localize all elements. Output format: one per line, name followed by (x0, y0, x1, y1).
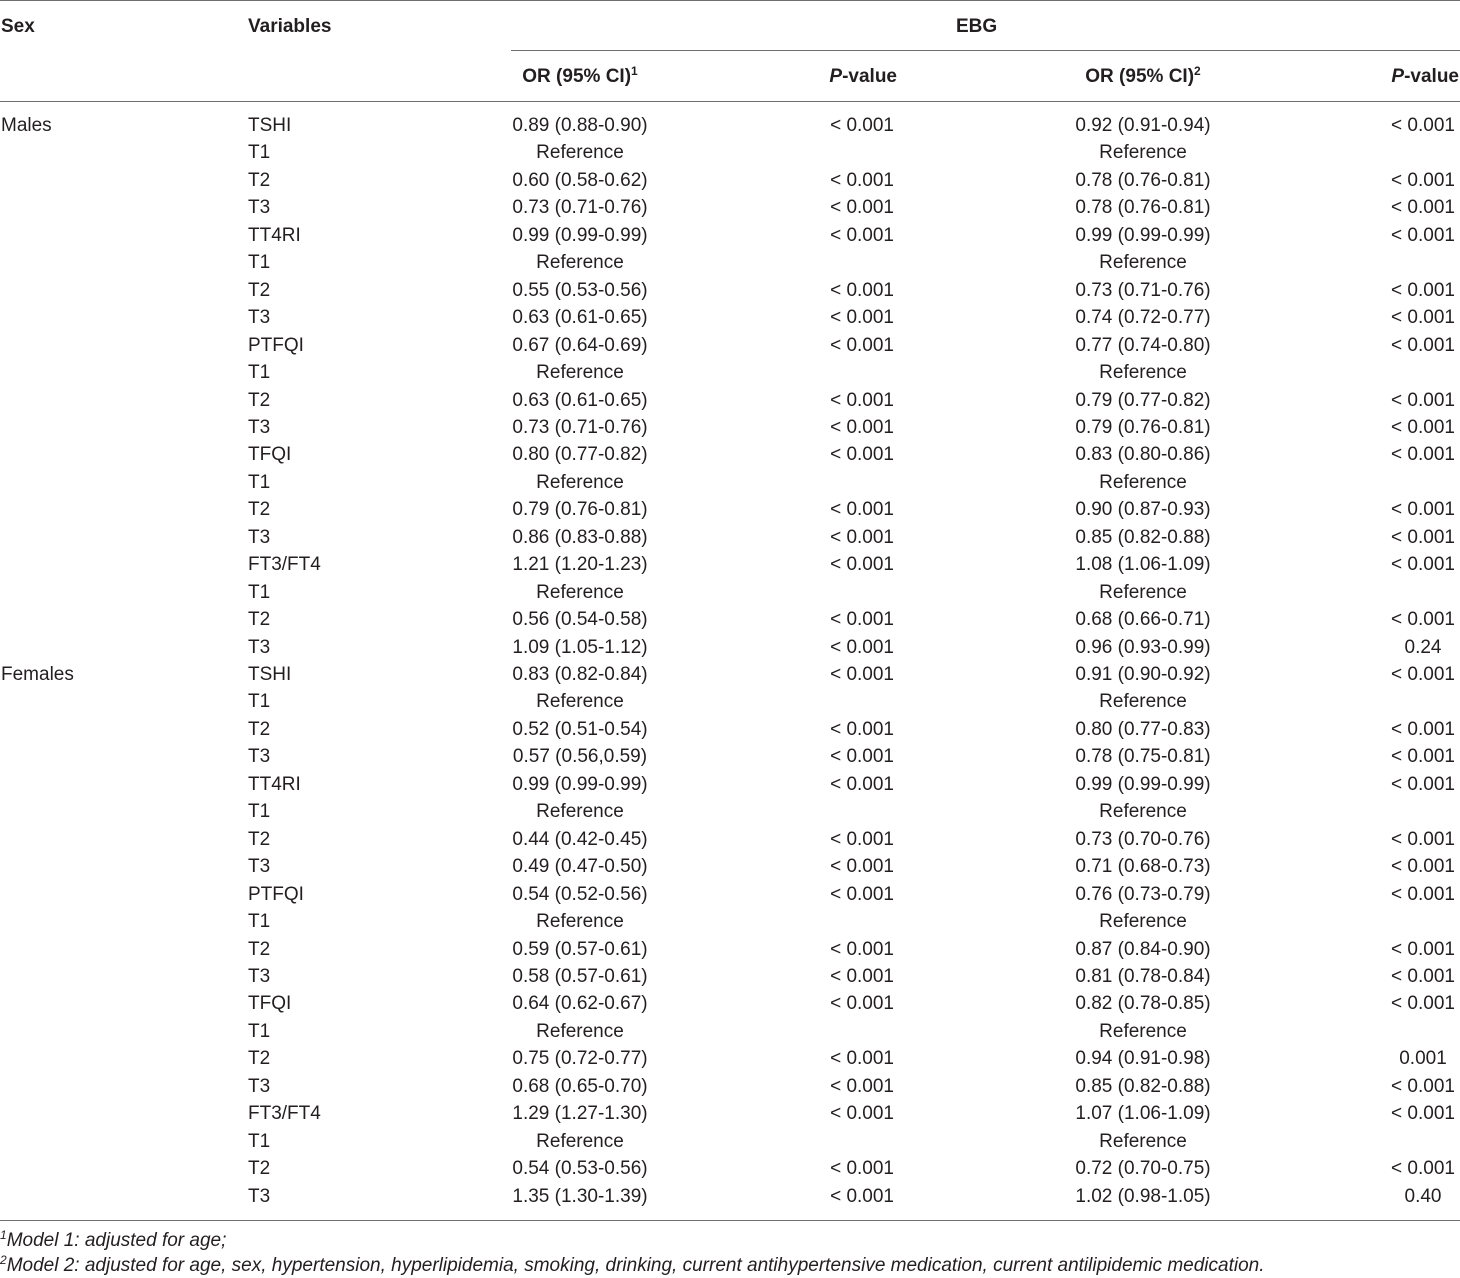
table-row (0, 112, 1460, 140)
table-row (0, 798, 1460, 826)
or-model2-cell: 0.78 (0.76-0.81) (1075, 169, 1211, 191)
or-model1-cell: 0.67 (0.64-0.69) (512, 334, 648, 356)
or-model1-cell: 0.54 (0.52-0.56) (512, 883, 648, 905)
table-row (0, 743, 1460, 771)
variable-cell: PTFQI (248, 883, 304, 905)
variable-cell: T2 (248, 609, 271, 631)
header-p-model1-italic: P (829, 66, 843, 87)
p-model1-cell: < 0.001 (830, 773, 894, 795)
p-model2-cell: < 0.001 (1391, 307, 1455, 329)
header-group-ebg: EBG (956, 16, 998, 37)
table-row (0, 1100, 1460, 1128)
or-model1-cell: 0.79 (0.76-0.81) (512, 499, 648, 521)
p-model1-cell: < 0.001 (830, 115, 894, 136)
or-model1-cell: 0.75 (0.72-0.77) (512, 1048, 648, 1070)
table-row (0, 414, 1460, 442)
p-model2-cell: < 0.001 (1391, 279, 1455, 301)
or-model2-cell: 0.83 (0.80-0.86) (1075, 444, 1211, 466)
variable-cell: PTFQI (248, 334, 304, 356)
table-row (0, 1073, 1460, 1101)
or-model2-cell: 1.07 (1.06-1.09) (1075, 1103, 1211, 1125)
p-model2-cell: < 0.001 (1391, 856, 1455, 878)
or-model2-cell: 0.68 (0.66-0.71) (1075, 609, 1211, 631)
header-p-model1 (829, 66, 897, 88)
or-model2-cell: 0.85 (0.82-0.88) (1075, 1075, 1211, 1097)
p-model1-cell: < 0.001 (830, 526, 894, 548)
or-model1-cell: Reference (536, 142, 624, 164)
table-row (0, 1155, 1460, 1183)
p-model2-cell: < 0.001 (1391, 1075, 1455, 1097)
p-model2-cell: < 0.001 (1391, 526, 1455, 548)
or-model2-cell: 0.79 (0.77-0.82) (1075, 389, 1211, 411)
p-model1-cell: < 0.001 (830, 636, 894, 658)
or-model2-cell: Reference (1099, 471, 1187, 493)
or-model1-cell: 0.68 (0.65-0.70) (512, 1075, 648, 1097)
or-model1-cell: 0.63 (0.61-0.65) (512, 307, 648, 329)
or-model1-cell: 0.52 (0.51-0.54) (512, 718, 648, 740)
variable-cell: T1 (248, 142, 271, 164)
table-row (0, 194, 1460, 222)
p-model1-cell: < 0.001 (830, 1075, 894, 1097)
table-row (0, 222, 1460, 250)
table-row (0, 387, 1460, 415)
p-model2-cell: < 0.001 (1391, 746, 1455, 768)
header-or-model1-sup: 1 (631, 64, 638, 78)
p-model1-cell: < 0.001 (830, 224, 894, 246)
p-model1-cell: < 0.001 (830, 197, 894, 219)
p-model2-cell: < 0.001 (1391, 883, 1455, 905)
variable-cell: T2 (248, 1158, 271, 1180)
p-model1-cell: < 0.001 (830, 444, 894, 466)
table-row (0, 771, 1460, 799)
table-row (0, 1183, 1460, 1211)
sex-cell: Females (1, 664, 74, 685)
or-model1-cell: 0.99 (0.99-0.99) (512, 224, 648, 246)
table-row (0, 688, 1460, 716)
or-model2-cell: Reference (1099, 362, 1187, 384)
or-model2-cell: 0.91 (0.90-0.92) (1075, 664, 1211, 685)
header-p-model2-italic: P (1391, 66, 1405, 87)
or-model1-cell: 0.73 (0.71-0.76) (512, 197, 648, 219)
or-model2-cell: 0.72 (0.70-0.75) (1075, 1158, 1211, 1180)
or-model2-cell: 0.80 (0.77-0.83) (1075, 718, 1211, 740)
footnote-1-text: Model 1: adjusted for age; (6, 1230, 227, 1251)
table-row (0, 963, 1460, 991)
p-model2-cell: < 0.001 (1391, 1103, 1455, 1125)
variable-cell: T3 (248, 1075, 271, 1097)
or-model1-cell: 0.44 (0.42-0.45) (512, 828, 648, 850)
or-model2-cell: 0.81 (0.78-0.84) (1075, 965, 1211, 987)
p-model2-cell: < 0.001 (1391, 444, 1455, 466)
or-model1-cell: Reference (536, 252, 624, 274)
variable-cell: T2 (248, 279, 271, 301)
or-model2-cell: Reference (1099, 801, 1187, 823)
footnote-2-marker: 2 (0, 1253, 7, 1267)
p-model2-cell: < 0.001 (1391, 718, 1455, 740)
or-model2-cell: 0.73 (0.71-0.76) (1075, 279, 1211, 301)
or-model1-cell: 0.99 (0.99-0.99) (512, 773, 648, 795)
variable-cell: TSHI (248, 664, 292, 685)
header-or-model1 (440, 66, 720, 88)
or-model1-cell: 0.60 (0.58-0.62) (512, 169, 648, 191)
or-model2-cell: 0.85 (0.82-0.88) (1075, 526, 1211, 548)
or-model2-cell: 0.99 (0.99-0.99) (1075, 224, 1211, 246)
or-model2-cell: Reference (1099, 1130, 1187, 1152)
header-variables: Variables (248, 16, 332, 37)
table-row (0, 304, 1460, 332)
variable-cell: T2 (248, 169, 271, 191)
table-row (0, 908, 1460, 936)
or-model2-cell: Reference (1099, 581, 1187, 603)
p-model1-cell: < 0.001 (830, 746, 894, 768)
or-model2-cell: 1.02 (0.98-1.05) (1075, 1185, 1211, 1207)
variable-cell: T3 (248, 307, 271, 329)
or-model1-cell: Reference (536, 801, 624, 823)
or-model1-cell: Reference (536, 691, 624, 713)
footnote-2-text: Model 2: adjusted for age, sex, hypertension, hyperlipidemia, smoking, drinking, current antihypertensive medication, current antilipidemic medication. (6, 1255, 1265, 1276)
table-row (0, 1128, 1460, 1156)
or-model1-cell: 0.49 (0.47-0.50) (512, 856, 648, 878)
or-model2-cell: 0.73 (0.70-0.76) (1075, 828, 1211, 850)
or-model2-cell: Reference (1099, 252, 1187, 274)
or-model1-cell: 1.09 (1.05-1.12) (512, 636, 648, 658)
p-model1-cell: < 0.001 (830, 718, 894, 740)
or-model1-cell: 0.86 (0.83-0.88) (512, 526, 648, 548)
or-model2-cell: 0.74 (0.72-0.77) (1075, 307, 1211, 329)
variable-cell: T3 (248, 965, 271, 987)
or-model2-cell: 0.90 (0.87-0.93) (1075, 499, 1211, 521)
or-model1-cell: Reference (536, 581, 624, 603)
table-row (0, 167, 1460, 195)
header-p-model2 (1391, 66, 1459, 88)
p-model2-cell: < 0.001 (1391, 993, 1455, 1015)
variable-cell: T2 (248, 389, 271, 411)
p-model1-cell: < 0.001 (830, 965, 894, 987)
table-row (0, 496, 1460, 524)
table-row (0, 277, 1460, 305)
or-model1-cell: 0.56 (0.54-0.58) (512, 609, 648, 631)
footnote-1 (0, 1229, 226, 1253)
variable-cell: TFQI (248, 993, 292, 1015)
variable-cell: T1 (248, 1020, 271, 1042)
variable-cell: T3 (248, 197, 271, 219)
or-model1-cell: 0.55 (0.53-0.56) (512, 279, 648, 301)
p-model2-cell: < 0.001 (1391, 224, 1455, 246)
table-row (0, 441, 1460, 469)
or-model2-cell: 0.94 (0.91-0.98) (1075, 1048, 1211, 1070)
or-model1-cell: 0.83 (0.82-0.84) (512, 664, 648, 685)
p-model1-cell: < 0.001 (830, 883, 894, 905)
header-or-model2-sup: 2 (1194, 64, 1201, 78)
variable-cell: T3 (248, 416, 271, 438)
table-row (0, 853, 1460, 881)
header-p-model1-rest: -value (842, 66, 897, 87)
table-row (0, 332, 1460, 360)
table-row (0, 936, 1460, 964)
header-sex: Sex (1, 16, 35, 37)
p-model2-cell: < 0.001 (1391, 169, 1455, 191)
header-p-model2-rest: -value (1404, 66, 1459, 87)
table-bottom-rule (0, 1220, 1460, 1221)
p-model1-cell: < 0.001 (830, 416, 894, 438)
table-top-rule (0, 0, 1460, 1)
p-model2-cell: 0.40 (1404, 1185, 1442, 1207)
table-row (0, 249, 1460, 277)
or-model1-cell: 0.54 (0.53-0.56) (512, 1158, 648, 1180)
group-header-rule (511, 50, 1460, 51)
header-or-model2-label: OR (95% CI) (1085, 66, 1195, 87)
p-model1-cell: < 0.001 (830, 279, 894, 301)
table-row (0, 359, 1460, 387)
or-model2-cell: 0.96 (0.93-0.99) (1075, 636, 1211, 658)
or-model2-cell: 0.92 (0.91-0.94) (1075, 115, 1211, 136)
p-model2-cell: < 0.001 (1391, 1158, 1455, 1180)
table-row (0, 469, 1460, 497)
p-model1-cell: < 0.001 (830, 664, 894, 685)
p-model1-cell: < 0.001 (830, 856, 894, 878)
p-model2-cell: < 0.001 (1391, 416, 1455, 438)
p-model2-cell: 0.24 (1404, 636, 1442, 658)
variable-cell: T1 (248, 1130, 271, 1152)
variable-cell: T1 (248, 581, 271, 603)
variable-cell: T3 (248, 746, 271, 768)
or-model1-cell: 0.64 (0.62-0.67) (512, 993, 648, 1015)
p-model1-cell: < 0.001 (830, 169, 894, 191)
p-model2-cell: < 0.001 (1391, 664, 1455, 685)
or-model1-cell: 1.29 (1.27-1.30) (512, 1103, 648, 1125)
variable-cell: T2 (248, 938, 271, 960)
p-model1-cell: < 0.001 (830, 609, 894, 631)
table-row (0, 579, 1460, 607)
footnote-2 (0, 1254, 1265, 1278)
p-model2-cell: < 0.001 (1391, 389, 1455, 411)
variable-cell: T1 (248, 801, 271, 823)
or-model2-cell: 0.78 (0.76-0.81) (1075, 197, 1211, 219)
or-model1-cell: 1.21 (1.20-1.23) (512, 554, 648, 576)
footnote-1-marker: 1 (0, 1228, 7, 1242)
variable-cell: T3 (248, 856, 271, 878)
p-model2-cell: < 0.001 (1391, 609, 1455, 631)
p-model1-cell: < 0.001 (830, 307, 894, 329)
table-row (0, 139, 1460, 167)
or-model1-cell: Reference (536, 911, 624, 933)
table-row (0, 1045, 1460, 1073)
or-model1-cell: Reference (536, 471, 624, 493)
table-row (0, 1018, 1460, 1046)
variable-cell: T1 (248, 471, 271, 493)
or-model1-cell: 1.35 (1.30-1.39) (512, 1185, 648, 1207)
variable-cell: FT3/FT4 (248, 1103, 321, 1125)
table-row (0, 716, 1460, 744)
p-model2-cell: < 0.001 (1391, 938, 1455, 960)
or-model1-cell: 0.57 (0.56,0.59) (512, 746, 648, 768)
p-model2-cell: < 0.001 (1391, 334, 1455, 356)
or-model2-cell: Reference (1099, 691, 1187, 713)
variable-cell: T1 (248, 691, 271, 713)
table-row (0, 606, 1460, 634)
variable-cell: T3 (248, 526, 271, 548)
p-model1-cell: < 0.001 (830, 828, 894, 850)
p-model2-cell: < 0.001 (1391, 828, 1455, 850)
or-model2-cell: 0.87 (0.84-0.90) (1075, 938, 1211, 960)
p-model2-cell: < 0.001 (1391, 197, 1455, 219)
or-model2-cell: 1.08 (1.06-1.09) (1075, 554, 1211, 576)
p-model1-cell: < 0.001 (830, 1103, 894, 1125)
or-model1-cell: 0.73 (0.71-0.76) (512, 416, 648, 438)
p-model1-cell: < 0.001 (830, 1048, 894, 1070)
variable-cell: TT4RI (248, 773, 301, 795)
header-bottom-rule (0, 101, 1460, 102)
or-model1-cell: 0.80 (0.77-0.82) (512, 444, 648, 466)
or-model2-cell: 0.99 (0.99-0.99) (1075, 773, 1211, 795)
table-row (0, 551, 1460, 579)
variable-cell: T1 (248, 911, 271, 933)
header-or-model2 (1003, 66, 1283, 88)
p-model2-cell: < 0.001 (1391, 965, 1455, 987)
or-model1-cell: 0.63 (0.61-0.65) (512, 389, 648, 411)
or-model1-cell: 0.59 (0.57-0.61) (512, 938, 648, 960)
variable-cell: T3 (248, 636, 271, 658)
p-model2-cell: < 0.001 (1391, 115, 1455, 136)
or-model1-cell: Reference (536, 1020, 624, 1042)
table-row (0, 826, 1460, 854)
p-model1-cell: < 0.001 (830, 334, 894, 356)
p-model1-cell: < 0.001 (830, 993, 894, 1015)
sex-cell: Males (1, 115, 52, 136)
variable-cell: FT3/FT4 (248, 554, 321, 576)
or-model1-cell: Reference (536, 362, 624, 384)
table-row (0, 634, 1460, 662)
table-row (0, 990, 1460, 1018)
variable-cell: TFQI (248, 444, 292, 466)
variable-cell: TT4RI (248, 224, 301, 246)
variable-cell: T2 (248, 718, 271, 740)
p-model2-cell: < 0.001 (1391, 773, 1455, 795)
or-model2-cell: Reference (1099, 1020, 1187, 1042)
or-model1-cell: Reference (536, 1130, 624, 1152)
table-row (0, 524, 1460, 552)
or-model2-cell: Reference (1099, 911, 1187, 933)
or-model2-cell: 0.79 (0.76-0.81) (1075, 416, 1211, 438)
table-row (0, 661, 1460, 689)
p-model1-cell: < 0.001 (830, 499, 894, 521)
or-model2-cell: Reference (1099, 142, 1187, 164)
p-model2-cell: < 0.001 (1391, 499, 1455, 521)
or-model1-cell: 0.89 (0.88-0.90) (512, 115, 648, 136)
or-model2-cell: 0.82 (0.78-0.85) (1075, 993, 1211, 1015)
variable-cell: TSHI (248, 115, 292, 136)
p-model1-cell: < 0.001 (830, 1158, 894, 1180)
p-model2-cell: < 0.001 (1391, 554, 1455, 576)
or-model2-cell: 0.77 (0.74-0.80) (1075, 334, 1211, 356)
variable-cell: T2 (248, 499, 271, 521)
variable-cell: T2 (248, 1048, 271, 1070)
p-model1-cell: < 0.001 (830, 938, 894, 960)
or-model2-cell: 0.78 (0.75-0.81) (1075, 746, 1211, 768)
variable-cell: T1 (248, 252, 271, 274)
p-model1-cell: < 0.001 (830, 1185, 894, 1207)
variable-cell: T1 (248, 362, 271, 384)
or-model2-cell: 0.71 (0.68-0.73) (1075, 856, 1211, 878)
p-model1-cell: < 0.001 (830, 389, 894, 411)
variable-cell: T3 (248, 1185, 271, 1207)
p-model1-cell: < 0.001 (830, 554, 894, 576)
header-or-model1-label: OR (95% CI) (522, 66, 632, 87)
or-model1-cell: 0.58 (0.57-0.61) (512, 965, 648, 987)
variable-cell: T2 (248, 828, 271, 850)
or-model2-cell: 0.76 (0.73-0.79) (1075, 883, 1211, 905)
p-model2-cell: 0.001 (1399, 1048, 1447, 1070)
table-row (0, 881, 1460, 909)
